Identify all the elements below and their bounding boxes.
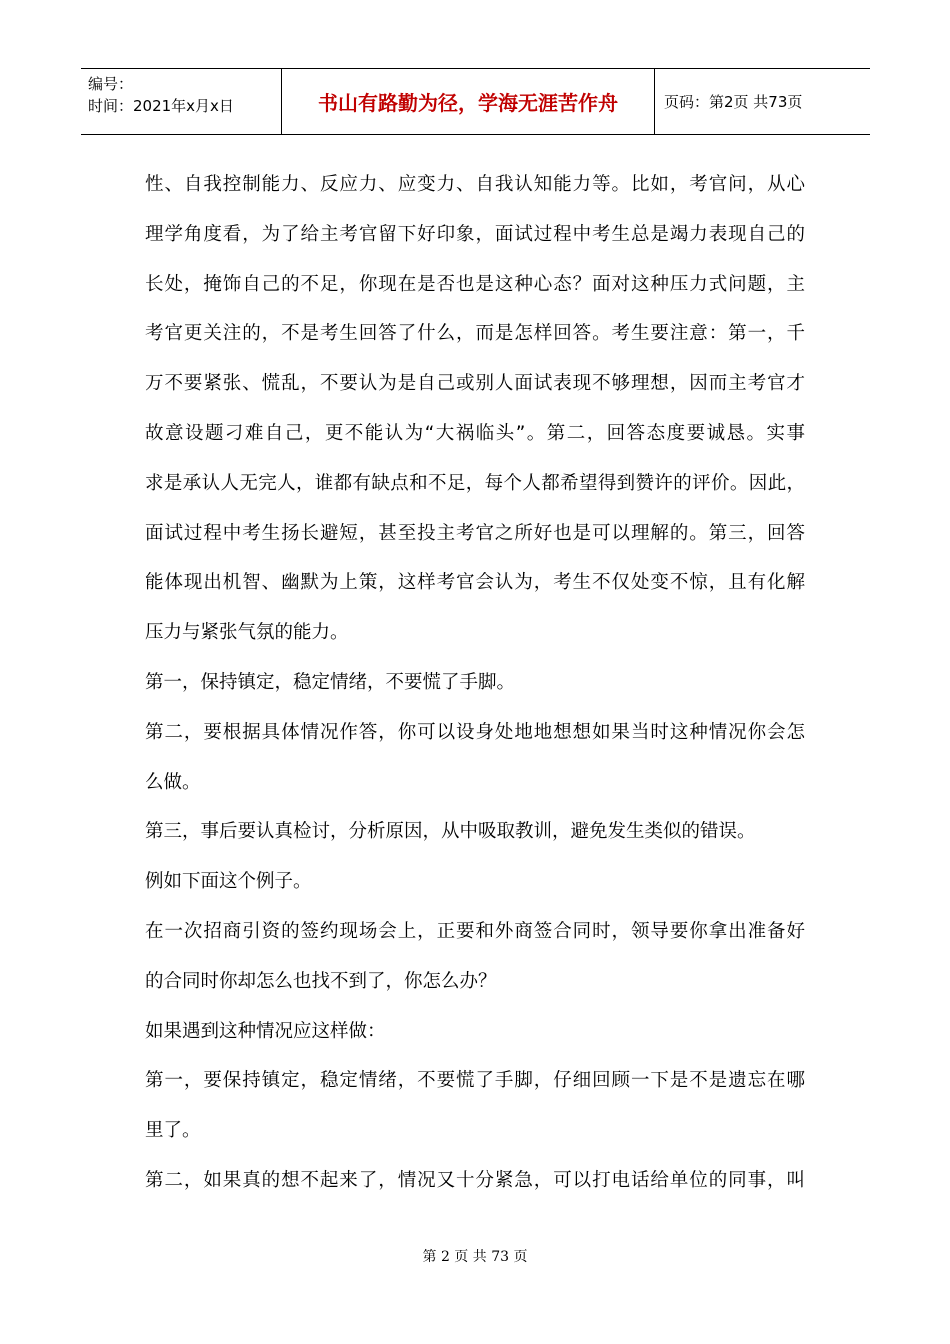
body-line: 的合同时你却怎么也找不到了，你怎么办？	[145, 970, 497, 992]
body-line: 考官更关注的，不是考生回答了什么，而是怎样回答。考生要注意：第一，千	[145, 323, 805, 345]
body-line: 求是承认人无完人，谁都有缺点和不足，每个人都希望得到赞许的评价。因此，	[145, 472, 805, 494]
document-number-label: 编号：	[88, 75, 134, 93]
document-body	[145, 160, 805, 1206]
body-line: 里了。	[145, 1120, 201, 1142]
body-line: 压力与紧张气氛的能力。	[145, 622, 349, 644]
header-motto-cell	[281, 69, 655, 134]
body-line: 第一，保持镇定，稳定情绪，不要慌了手脚。	[145, 671, 516, 693]
page-header	[81, 68, 870, 135]
document-date: 时间：2021年x月x日	[88, 97, 234, 115]
header-motto: 书山有路勤为径，学海无涯苦作舟	[318, 91, 618, 115]
body-line: 第二，要根据具体情况作答，你可以设身处地地想想如果当时这种情况你会怎	[145, 721, 805, 743]
header-meta	[81, 69, 281, 134]
header-page-info: 页码：第2页 共73页	[664, 93, 803, 111]
body-line: 第一，要保持镇定，稳定情绪，不要慌了手脚，仔细回顾一下是不是遗忘在哪	[145, 1070, 805, 1092]
body-line: 故意设题刁难自己，更不能认为“大祸临头”。第二，回答态度要诚恳。实事	[145, 422, 805, 444]
header-page-info-cell	[655, 69, 870, 134]
footer-page-number: 第 2 页 共 73 页	[422, 1249, 528, 1265]
body-line: 么做。	[145, 771, 201, 793]
page-footer	[0, 1246, 950, 1266]
body-line: 第二，如果真的想不起来了，情况又十分紧急，可以打电话给单位的同事，叫	[145, 1169, 805, 1191]
body-line: 性、自我控制能力、反应力、应变力、自我认知能力等。比如，考官问，从心	[145, 174, 805, 195]
body-line: 长处，掩饰自己的不足，你现在是否也是这种心态？面对这种压力式问题，主	[145, 273, 805, 295]
body-line: 能体现出机智、幽默为上策，这样考官会认为，考生不仅处变不惊，且有化解	[145, 572, 805, 594]
body-line: 万不要紧张、慌乱，不要认为是自己或别人面试表现不够理想，因而主考官才	[145, 373, 805, 395]
body-line: 面试过程中考生扬长避短，甚至投主考官之所好也是可以理解的。第三，回答	[145, 522, 805, 544]
body-line: 第三，事后要认真检讨，分析原因，从中吸取教训，避免发生类似的错误。	[145, 821, 756, 843]
body-line: 例如下面这个例子。	[145, 871, 312, 893]
body-line: 如果遇到这种情况应这样做：	[145, 1020, 386, 1042]
body-line: 在一次招商引资的签约现场会上，正要和外商签合同时，领导要你拿出准备好	[145, 920, 805, 942]
body-line: 理学角度看，为了给主考官留下好印象，面试过程中考生总是竭力表现自己的	[145, 223, 805, 245]
